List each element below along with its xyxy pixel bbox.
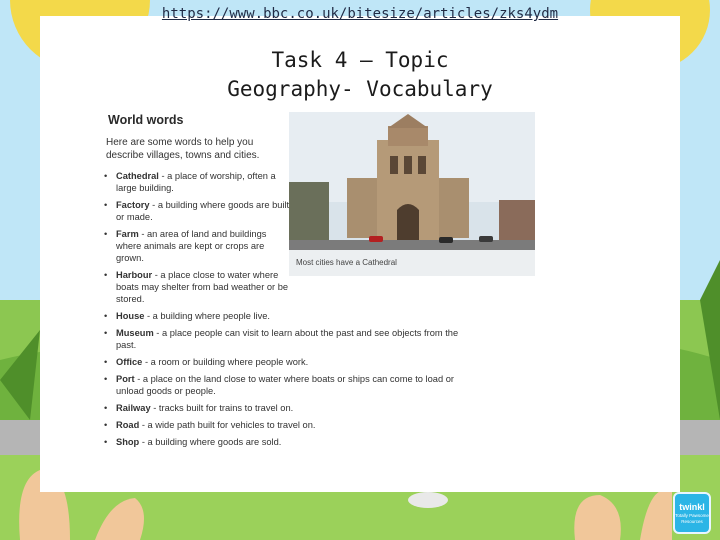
vocabulary-definition: - an area of land and buildings where animals are kept or crops are grown. (116, 229, 267, 263)
vocabulary-definition: - a building where people live. (144, 311, 271, 321)
vocabulary-definition: - a place on the land close to water where boats or ships can come to load or unload goods or people. (116, 374, 454, 396)
vocabulary-term: Factory (116, 200, 150, 210)
vocabulary-definition: - a wide path built for vehicles to travel on. (139, 420, 316, 430)
twinkl-brand-text: twinkl (679, 502, 705, 512)
vocabulary-item (104, 436, 446, 448)
vocabulary-definition: - a building where goods are sold. (139, 437, 282, 447)
slide-title (0, 46, 720, 104)
article-heading: World words (108, 113, 184, 127)
vocabulary-item (104, 327, 466, 351)
vocabulary-item (104, 228, 291, 264)
slide-title-line-1: Task 4 – Topic (271, 48, 449, 72)
slide-title-line-2: Geography- Vocabulary (227, 77, 493, 101)
vocabulary-item (104, 419, 446, 431)
vocabulary-item (104, 170, 291, 194)
vocabulary-term: Road (116, 420, 140, 430)
twinkl-tagline: Totally Pawsome Resources (675, 513, 709, 524)
vocabulary-term: Cathedral (116, 171, 159, 181)
source-url-link[interactable]: https://www.bbc.co.uk/bitesize/articles/zks4ydm (161, 6, 559, 22)
vocabulary-definition: - a place of worship, often a large building. (116, 171, 276, 193)
vocabulary-definition: - a place people can visit to learn about the past and see objects from the past. (116, 328, 459, 350)
vocabulary-item (104, 373, 466, 397)
vocabulary-item (104, 269, 291, 305)
vocabulary-term: House (116, 311, 145, 321)
vocabulary-definition: - a building where goods are built or made. (116, 200, 290, 222)
vocabulary-item (104, 199, 291, 223)
vocabulary-item (104, 402, 446, 414)
vocabulary-term: Shop (116, 437, 140, 447)
cathedral-photo (289, 112, 535, 276)
vocabulary-term: Port (116, 374, 135, 384)
vocabulary-term: Museum (116, 328, 154, 338)
twinkl-logo[interactable] (673, 492, 711, 534)
image-caption: Most cities have a Cathedral (296, 258, 397, 267)
vocabulary-term: Harbour (116, 270, 153, 280)
vocabulary-definition: - a place close to water where boats may shelter from bad weather or be stored. (116, 270, 289, 304)
vocabulary-term: Farm (116, 229, 139, 239)
vocabulary-definition: - a room or building where people work. (142, 357, 309, 367)
vocabulary-term: Railway (116, 403, 151, 413)
vocabulary-definition: - tracks built for trains to travel on. (150, 403, 294, 413)
article-intro: Here are some words to help you describe villages, towns and cities. (106, 137, 260, 161)
cathedral-image (289, 112, 535, 276)
vocabulary-item (104, 310, 446, 322)
vocabulary-term: Office (116, 357, 143, 367)
vocabulary-item (104, 356, 446, 368)
